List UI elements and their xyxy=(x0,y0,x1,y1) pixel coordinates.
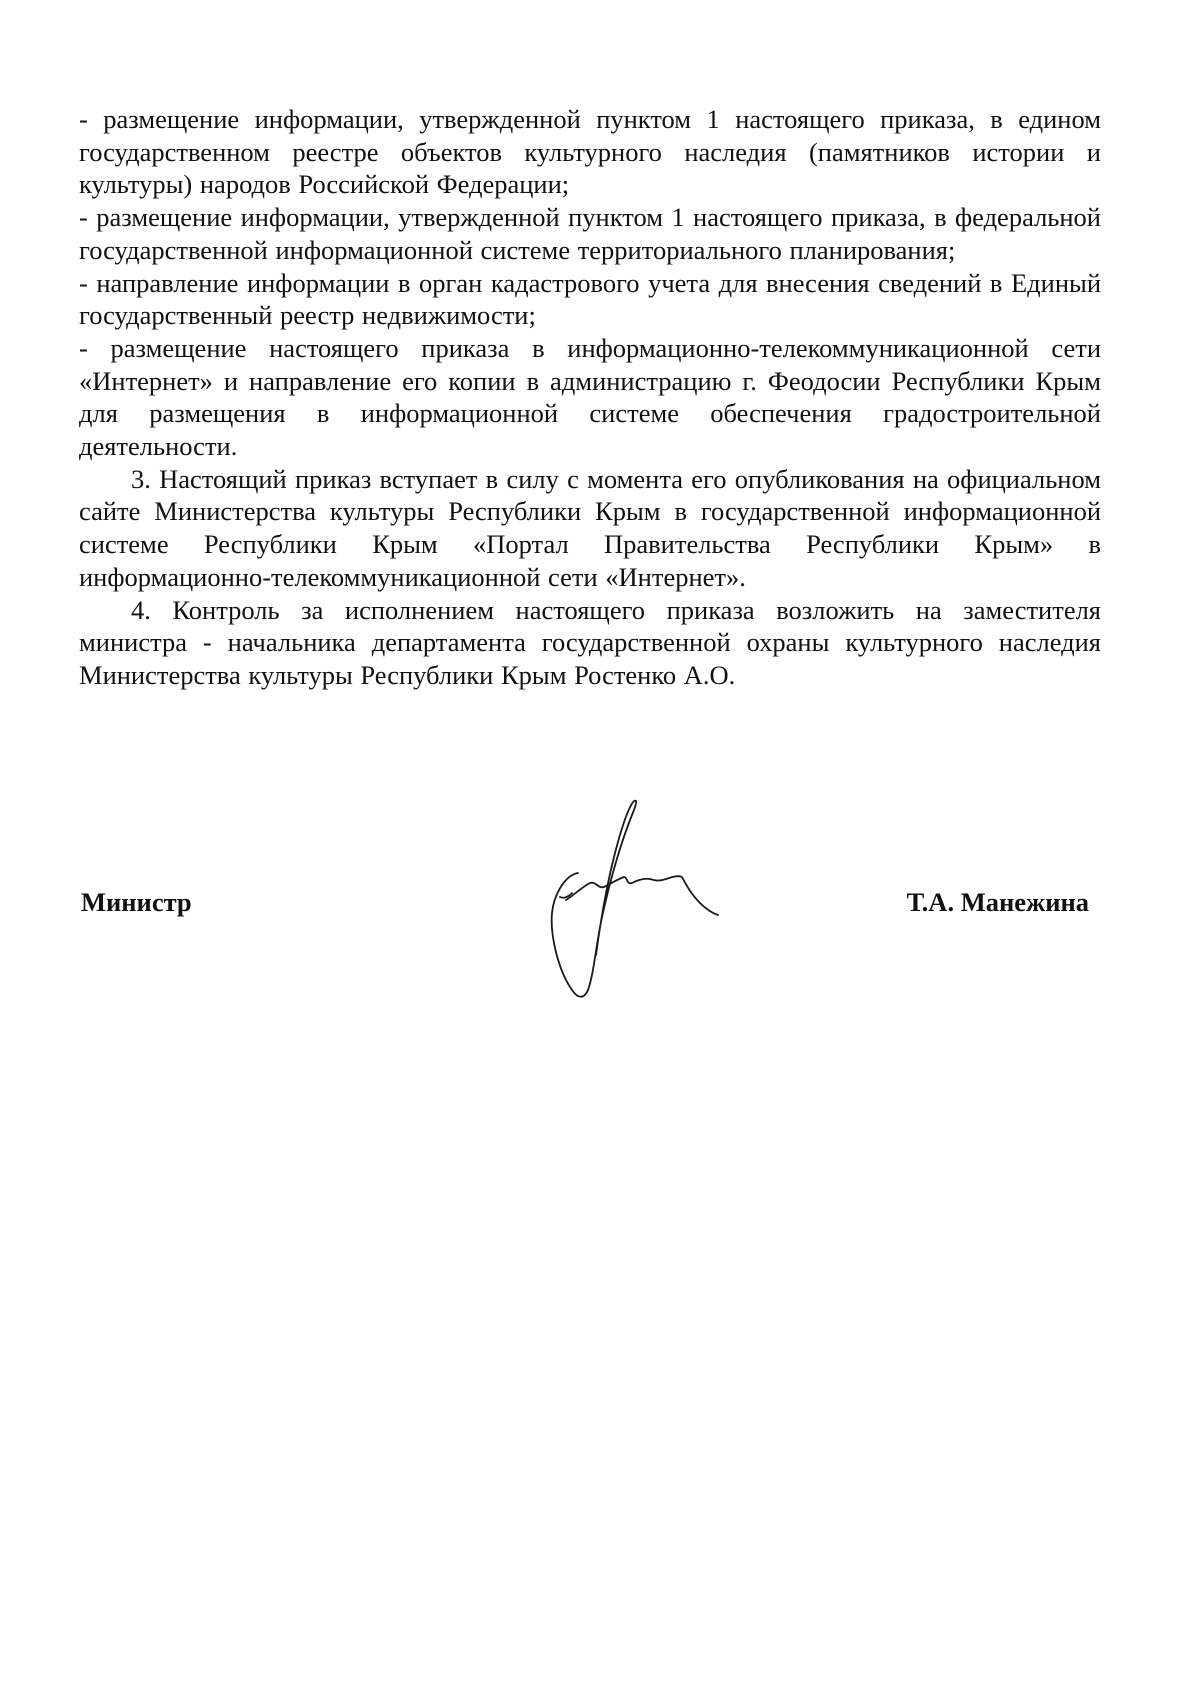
paragraph-federal-system-placement: - размещение информации, утвержденной пунктом 1 настоящего приказа, в федеральной государственной информационной системе территориального планирования; xyxy=(79,202,1101,265)
signatory-name: Т.А. Манежина xyxy=(906,887,1089,917)
handwritten-signature xyxy=(540,785,740,1005)
paragraph-item-4: 4. Контроль за исполнением настоящего приказа возложить на заместителя министра - начальника департамента государственной охраны культурного наследия Министерства культуры Республики Крым Ростенко А.О. xyxy=(79,594,1101,690)
paragraph-cadastral-direction: - направление информации в орган кадастрового учета для внесения сведений в Единый государственный реестр недвижимости; xyxy=(79,267,1101,331)
signatory-title: Министр xyxy=(81,887,192,917)
paragraph-item-3: 3. Настоящий приказ вступает в силу с момента его опубликования на официальном сайте Министерства культуры Республики Крым в государственной информационной системе Республики Крым «Портал Правительства Республики Крым» в информационно-телекоммуникационной сети «Интернет». xyxy=(79,463,1101,592)
document-body xyxy=(79,103,1101,692)
paragraph-internet-placement: - размещение настоящего приказа в информационно-телекоммуникационной сети «Интернет» и направление его копии в администрацию г. Феодосии Республики Крым для размещения в информационной системе обеспечения градостроительной деятельности. xyxy=(79,332,1101,462)
paragraph-registry-placement: - размещение информации, утвержденной пунктом 1 настоящего приказа, в едином государственном реестре объектов культурного наследия (памятников истории и культуры) народов Российской Федерации; xyxy=(79,104,1101,200)
